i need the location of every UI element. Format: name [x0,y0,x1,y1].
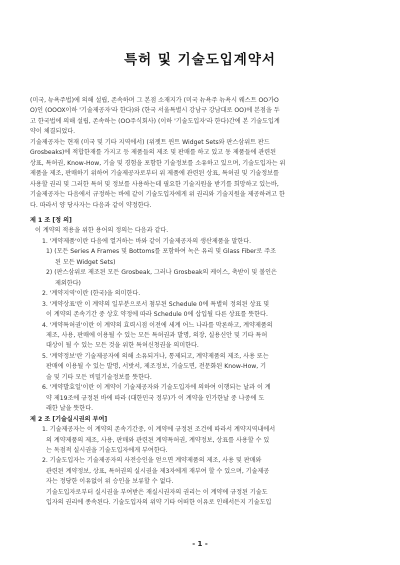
intro-line: O)인 (OOOX이하 '기술제공자'라 한다)와 (한국 서울특별시 강남구 강남대로 OO)에 본점을 두 [30,107,280,115]
article-2-line: 는 독점적 실시권을 기술도입자에게 부여한다. [46,446,168,454]
page-number: - 1 - [192,540,208,548]
article-1-line: 대상이 될 수 있는 모든 것을 위한 특허신청권을 의미한다. [46,342,199,350]
article-1-line: 이 계약의 적용을 위한 용어의 정의는 다음과 같다. [35,227,169,235]
article-2-line: 자는 정당한 이유없이 위 승인을 보류할 수 없다. [46,478,174,486]
article-1-line: 5. '계약정보'란 기술제공자에 의해 소유되거나, 통제되고, 계약제품의 제조, 사용 또는 [42,352,269,360]
article-1-line: 이 계약의 존속기간 중 상호 약정에 따라 Schedule 0에 삽입될 다른 상표를 뜻한다. [46,311,268,319]
article-2-line: 관련된 계약정보, 상표, 특허권의 실시권을 제3자에게 재부여 할 수 있으며, 기술제공 [46,467,270,475]
article-1-line: 제조, 사용, 판매에 이용될 수 있는 모든 특허권과 발명, 의장, 실용신안 및 기타 특허 [46,331,268,339]
para2-line: Grosbeaks)에 적합한재를 가지고 등 제품들의 제조 및 판매를 하고 있고 동 제품들에 관련된 [30,149,277,157]
intro-line: 고 한국법에 의해 설립, 존속하는 (OO주식회사) (이하 '기술도입자'라 한다)간에 본 기술도입계 [30,117,280,125]
para2-line: 기술제공자는 다음에서 규정하는 바에 같이 기술도입자에게 위 권리와 기술지원을 제공하려고 한 [30,191,285,199]
article-1-line: 4. '계약특허권'이란 이 계약의 효력시점 이전에 세계 어느 나라를 막론하고, 계약제품의 [42,321,273,329]
para2-line: 사용할 권리 및 그러한 특허 및 정보를 사용하는데 필요한 기술지원을 받기를 희망하고 있는바, [30,180,279,188]
article-1-line: 2) (판스삼위로 제조된 모든 Grosbeak, 그러나 Grosbeak의 케이스, 축받이 및 볼인은 [46,269,277,277]
document-body [30,96,372,509]
article-2-line: 입자의 권리에 종속된다. 기술도입자의 위약 기타 어떠한 이유로 인해서든지 기술도입 [46,499,272,507]
article-2-line: 1. 기술제공자는 이 계약의 존속기간중, 이 계약에 규정된 조건에 따라서 계약지역내에서 [42,426,276,434]
article-2-line: 2. 기술도입자는 기술제공자의 사전승인을 얻으면 계약제품의 제조, 사용 및 판매와 [42,457,262,465]
article-1-heading: 제 1 조 [정 의] [30,216,72,224]
para2-line: 기술제공자는 현재 (미국 및 기타 지역에서) (위젯트 윈트 Widget Sets와 판스삼위트 판드 [30,138,270,146]
article-1-line: 술 및 기타 모든 비밀기술정보를 뜻한다. [46,373,152,381]
article-2-line: 기술도입자로부터 실시권을 부여받은 재실시권자의 권리는 이 계약에 규정된 기술도 [46,488,268,496]
article-1-line: 판매에 이용될 수 있는 발명, 서밧서, 제조정보, 기술도면, 전문화된 Know-How, 기 [46,363,267,371]
document-title: 특허 및 기술도입계약서 [124,52,276,68]
article-1-line: 래한 날을 뜻한다. [46,405,94,413]
article-1-line: 2. '계약지역'이란 (한국)을 의미한다. [42,290,141,298]
para2-line: 다. 따라서 양 당사자는 다음과 같이 약정한다. [30,201,152,209]
article-1-line: 1. '계약제품'이란 다음에 열거하는 바와 같이 기술제공자의 생산제품을 말한다. [42,237,252,245]
article-1-line: 6. '계약발효일'이란 이 계약이 기술제공자와 기술도입자에 의하여 이행되는 날과 이 계 [42,384,271,392]
article-2-line: 의 계약제품의 제조, 사용, 판매와 관련된 계약특허권, 계약정보, 상표를 사용할 수 있 [46,436,270,444]
article-1-line: 약 제19조에 규정된 바에 따라 (대한민국 정부)가 이 계약을 인가한날 중 나중에 도 [46,394,265,402]
intro-line: 약이 체결되었다. [30,128,76,136]
para2-line: 상표, 특허권, Know-How, 기술 및 경험을 포함한 기술정보를 소유하고 있으며, 기술도입자는 위 [30,159,286,167]
article-1-line: 1) (모든 Series A Frames 및 Bottoms를 포함하여 녹은 유리 및 Glass Fiber로 주조 [46,248,276,256]
article-1-line: 제외한다) [55,279,81,287]
para2-line: 제품을 제조, 판매하기 위하여 기술제공자로부터 위 제품에 관련된 상표, 특허권 및 기술정보를 [30,170,279,178]
article-2-heading: 제 2 조 [기술실시권의 부여] [30,415,108,423]
article-1-line: 3. '계약상표'란 이 계약의 일부분으로서 첨부된 Schedule 0에 특별히 정의된 상표 및 [42,300,270,308]
article-1-line: 된 모든 Widget Sets) [55,258,116,266]
intro-line: (미국, 뉴욕주법)에 의해 설립, 존속하며 그 본점 소재지가 (미국 뉴욕주 뉴욕시 웨스트 OO가O [30,97,279,104]
